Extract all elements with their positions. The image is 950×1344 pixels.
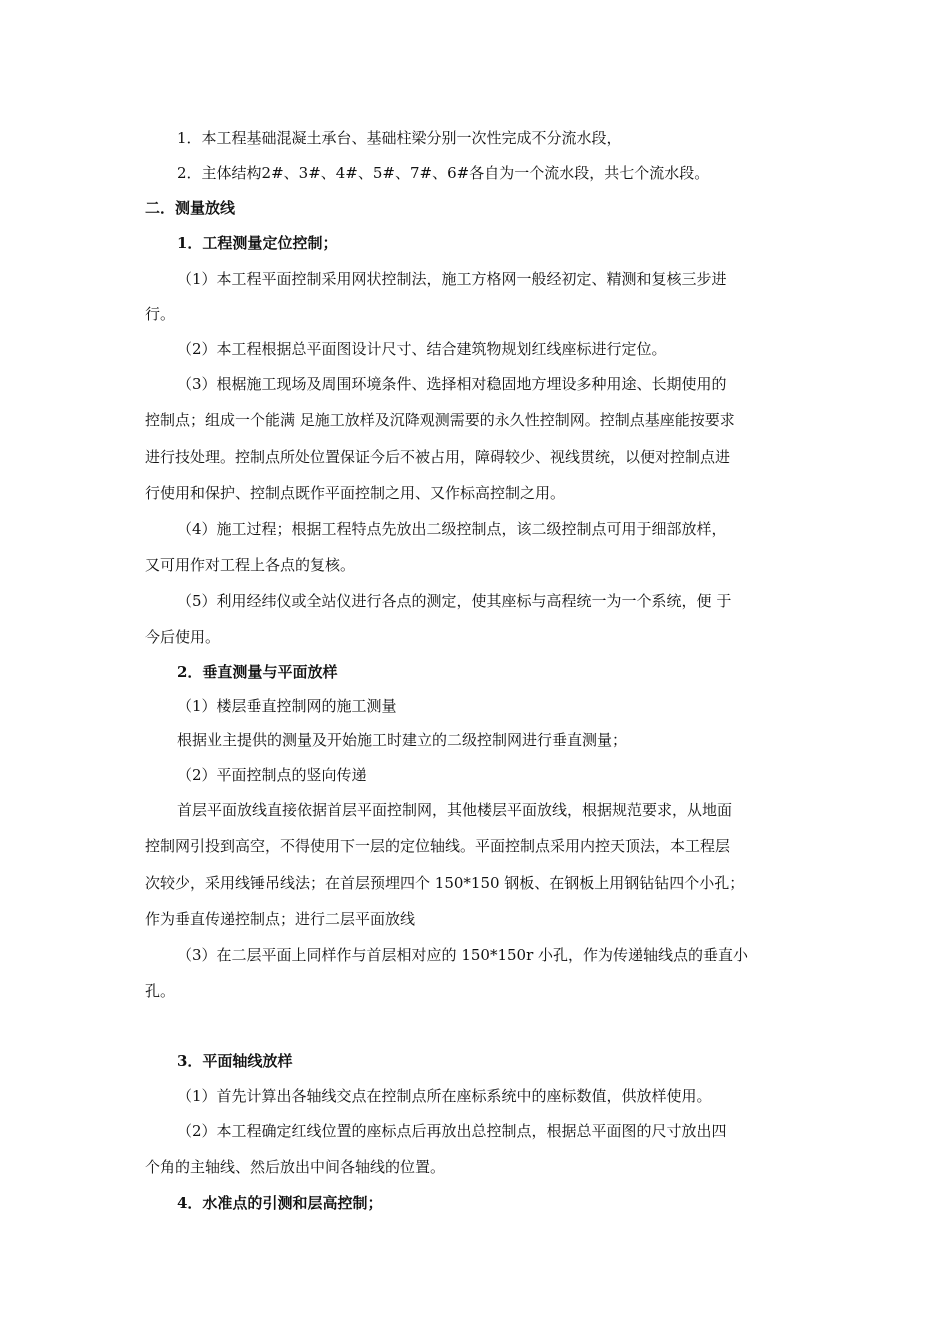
paragraph-line: 个角的主轴线、然后放出中间各轴线的位置。 — [145, 1158, 446, 1176]
paragraph-line: （5）利用经纬仪或全站仪进行各点的测定，使其座标与高程统一为一个系统，便 于 — [177, 592, 732, 610]
paragraph-line: 进行技处理。控制点所处位置保证今后不被占用，障碍较少、视线贯统，以便对控制点进 — [145, 448, 731, 466]
paragraph-line: 2．主体结构2#、3#、4#、5#、7#、6#各自为一个流水段，共七个流水段。 — [177, 164, 710, 182]
subsection-heading: 4．水准点的引测和层高控制； — [177, 1194, 383, 1212]
subsection-heading: 3．平面轴线放样 — [177, 1052, 293, 1070]
section-heading: 二．测量放线 — [145, 199, 236, 217]
paragraph-line: 控制网引投到高空，不得使用下一层的定位轴线。平面控制点采用内控天顶法，本工程层 — [145, 837, 731, 855]
paragraph-line: 又可用作对工程上各点的复核。 — [145, 556, 356, 574]
paragraph-line: 次较少，采用线锤吊线法；在首层预埋四个 150*150 钢板、在钢板上用钢钻钻四个小孔； — [145, 874, 745, 892]
paragraph-line: 首层平面放线直接依据首层平面控制网，其他楼层平面放线，根据规范要求，从地面 — [177, 801, 733, 819]
paragraph-line: 行。 — [145, 305, 176, 323]
paragraph-line: （1）本工程平面控制采用网状控制法，施工方格网一般经初定、精测和复核三步进 — [177, 270, 727, 288]
paragraph-line: 作为垂直传递控制点；进行二层平面放线 — [145, 910, 416, 928]
subsection-heading: 2．垂直测量与平面放样 — [177, 663, 338, 681]
paragraph-line: 1．本工程基础混凝土承台、基础柱梁分别一次性完成不分流水段， — [177, 129, 622, 147]
subsection-heading: 1．工程测量定位控制； — [177, 234, 338, 252]
paragraph-line: （2）本工程确定红线位置的座标点后再放出总控制点，根据总平面图的尺寸放出四 — [177, 1122, 727, 1140]
paragraph-line: 行使用和保护、控制点既作平面控制之用、又作标高控制之用。 — [145, 484, 566, 502]
paragraph-line: （3）在二层平面上同样作与首层相对应的 150*150r 小孔，作为传递轴线点的垂直小 — [177, 946, 749, 964]
paragraph-line: （2）平面控制点的竖向传递 — [177, 766, 367, 784]
paragraph-line: （1）首先计算出各轴线交点在控制点所在座标系统中的座标数值，供放样使用。 — [177, 1087, 712, 1105]
paragraph-line: （3）根椐施工现场及周围环境条件、选择相对稳固地方埋设多种用途、长期使用的 — [177, 375, 727, 393]
paragraph-line: 孔。 — [145, 982, 176, 1000]
paragraph-line: （1）楼层垂直控制网的施工测量 — [177, 697, 397, 715]
paragraph-line: （2）本工程根据总平面图设计尺寸、结合建筑物规划红线座标进行定位。 — [177, 340, 667, 358]
paragraph-line: 根据业主提供的测量及开始施工时建立的二级控制网进行垂直测量； — [177, 731, 628, 749]
paragraph-line: 控制点；组成一个能满 足施工放样及沉降观测需要的永久性控制网。控制点基座能按要求 — [145, 411, 735, 429]
paragraph-line: 今后使用。 — [145, 628, 221, 646]
paragraph-line: （4）施工过程；根据工程特点先放出二级控制点，该二级控制点可用于细部放样， — [177, 520, 727, 538]
